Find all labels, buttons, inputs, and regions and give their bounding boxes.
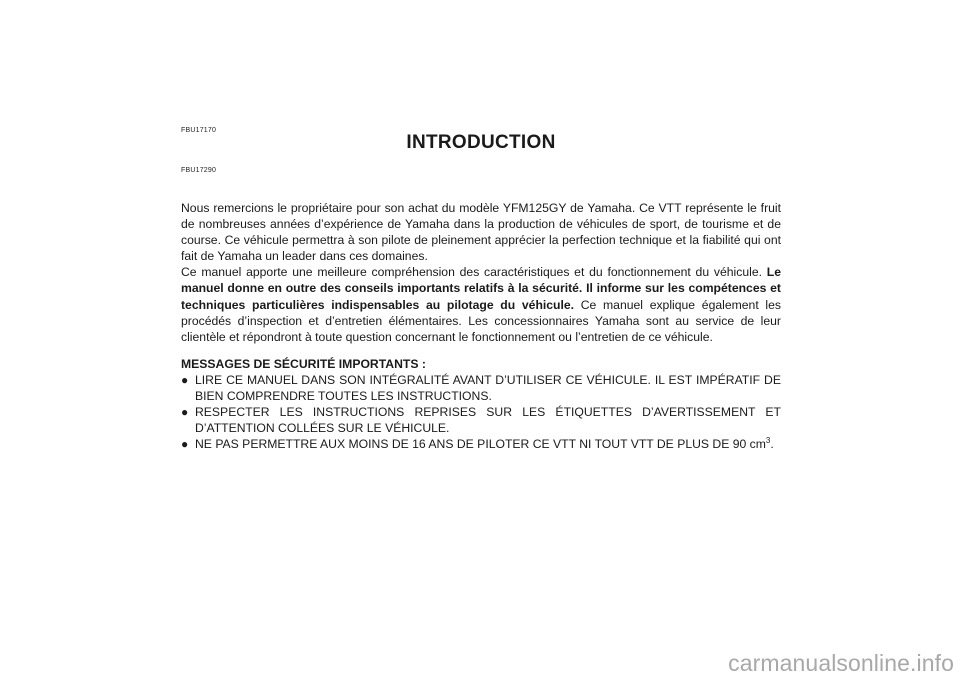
safety-item (181, 404, 781, 436)
intro-paragraph-2 (181, 264, 781, 344)
section-code: FBU17170 (181, 127, 217, 134)
safety-item-text: NE PAS PERMETTRE AUX MOINS DE 16 ANS DE PILOTER CE VTT NI TOUT VTT DE PLUS DE 90 cm (195, 437, 766, 452)
page-title: INTRODUCTION (406, 132, 556, 153)
safety-list (181, 372, 781, 452)
watermark: carmanualsonline.info (728, 650, 954, 676)
intro-paragraph-1: Nous remercions le propriétaire pour son achat du modèle YFM125GY de Yamaha. Ce VTT représente le fruit de nombreuses années d’expérience de Yamaha dans la production de véhicules de sport, de tourisme et de course. Ce véhicule permettra à son pilote de pleinement apprécier la perfection technique et la fiabilité qui ont fait de Yamaha un leader dans ces domaines. (181, 201, 781, 264)
bullet-icon: ● (181, 437, 189, 452)
paragraph-2-end: Ce manuel explique également les procédés d’inspection et d’entretien élémentaires. Les concessionnaires Yamaha sont au service de leur clientèle et répondront à toute question concernant le fonctionnement ou l’entretien de ce véhicule. (181, 297, 781, 344)
bullet-icon: ● (181, 372, 189, 387)
safety-item-text: LIRE CE MANUEL DANS SON INTÉGRALITÉ AVANT D’UTILISER CE VÉHICULE. IL EST IMPÉRATIF DE BIEN COMPRENDRE TOUTES LES INSTRUCTIONS. (195, 372, 781, 404)
introduction-body (181, 200, 781, 452)
cubic-superscript: 3 (765, 436, 771, 446)
safety-item (181, 372, 781, 404)
paragraph-code: FBU17290 (181, 167, 217, 174)
paragraph-2-start: Ce manuel apporte une meilleure compréhension des caractéristiques et du fonctionnement du véhicule. (181, 265, 767, 280)
paragraph-2-bold: Le manuel donne en outre des conseils importants relatifs à la sécurité. Il informe sur les compétences et techniques particulières indispensables au pilotage du véhicule. (181, 265, 781, 312)
bullet-icon: ● (181, 405, 189, 420)
safety-item-end: . (770, 437, 774, 452)
safety-heading: MESSAGES DE SÉCURITÉ IMPORTANTS : (181, 356, 426, 371)
safety-item (181, 436, 781, 452)
safety-item-text: RESPECTER LES INSTRUCTIONS REPRISES SUR LES ÉTIQUETTES D’AVERTISSEMENT ET D’ATTENTION COLLÉES SUR LE VÉHICULE. (195, 405, 781, 436)
